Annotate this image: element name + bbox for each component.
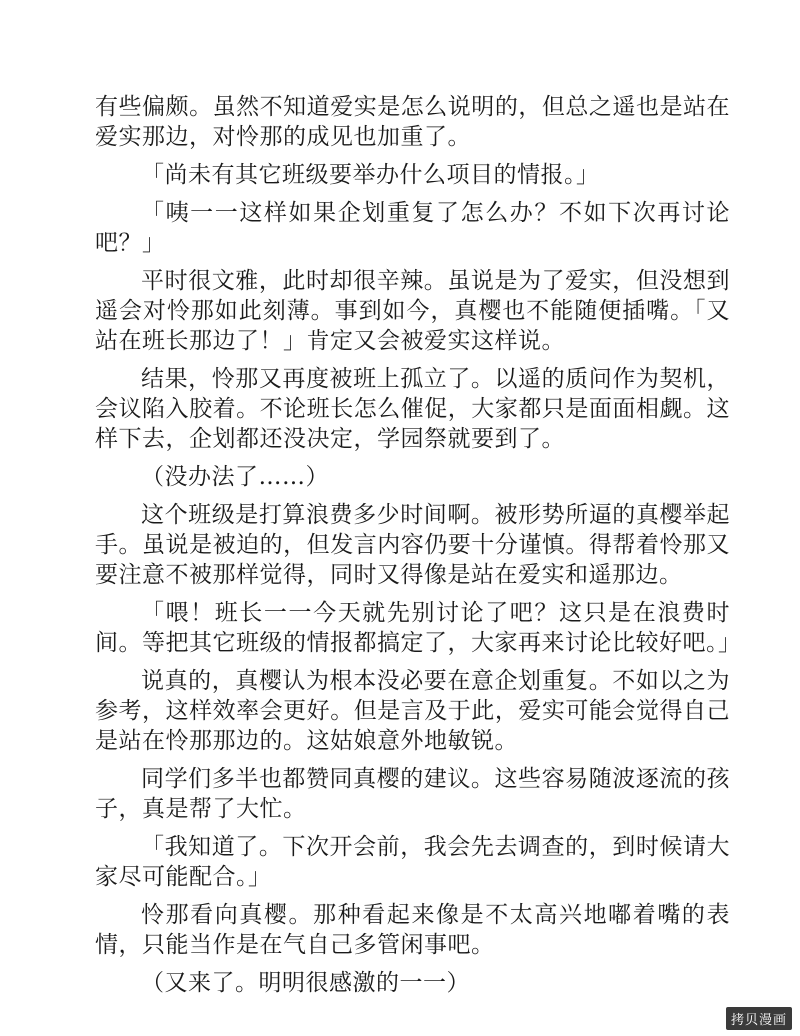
- paragraph: 有些偏颇。虽然不知道爱实是怎么说明的，但总之遥也是站在爱实那边，对怜那的成见也加重了。: [95, 94, 730, 150]
- paragraph: （又来了。明明很感激的一一）: [141, 970, 470, 996]
- paragraph: 同学们多半也都赞同真樱的建议。这些容易随波逐流的孩子，真是帮了大忙。: [95, 766, 730, 822]
- body-text: [95, 92, 742, 1006]
- watermark: 拷贝漫画: [726, 1007, 792, 1030]
- paragraph: 「咦一一这样如果企划重复了怎么办？不如下次再讨论吧？」: [95, 200, 730, 256]
- paragraph: 「尚未有其它班级要举办什么项目的情报。」: [141, 162, 600, 188]
- paragraph: 说真的，真樱认为根本没必要在意企划重复。不如以之为参考，这样效率会更好。但是言及于此，爱实可能会觉得自己是站在怜那那边的。这姑娘意外地敏锐。: [95, 668, 730, 754]
- paragraph: 这个班级是打算浪费多少时间啊。被形势所逼的真樱举起手。虽说是被迫的，但发言内容仍要十分谨慎。得帮着怜那又要注意不被那样觉得，同时又得像是站在爱实和遥那边。: [95, 502, 730, 588]
- paragraph: 「我知道了。下次开会前，我会先去调查的，到时候请大家尽可能配合。」: [95, 834, 730, 890]
- paragraph: （没办法了……）: [141, 464, 329, 490]
- paragraph: 平时很文雅，此时却很辛辣。虽说是为了爱实，但没想到遥会对怜那如此刻薄。事到如今，真樱也不能随便插嘴。「又站在班长那边了！」肯定又会被爱实这样说。: [95, 268, 730, 354]
- paragraph: 「喂！班长一一今天就先别讨论了吧？这只是在浪费时间。等把其它班级的情报都搞定了，大家再来讨论比较好吧。」: [95, 600, 742, 656]
- paragraph: 怜那看向真樱。那种看起来像是不太高兴地嘟着嘴的表情，只能当作是在气自己多管闲事吧。: [95, 902, 730, 958]
- paragraph: 结果，怜那又再度被班上孤立了。以遥的质问作为契机，会议陷入胶着。不论班长怎么催促，大家都只是面面相觑。这样下去，企划都还没决定，学园祭就要到了。: [95, 366, 730, 452]
